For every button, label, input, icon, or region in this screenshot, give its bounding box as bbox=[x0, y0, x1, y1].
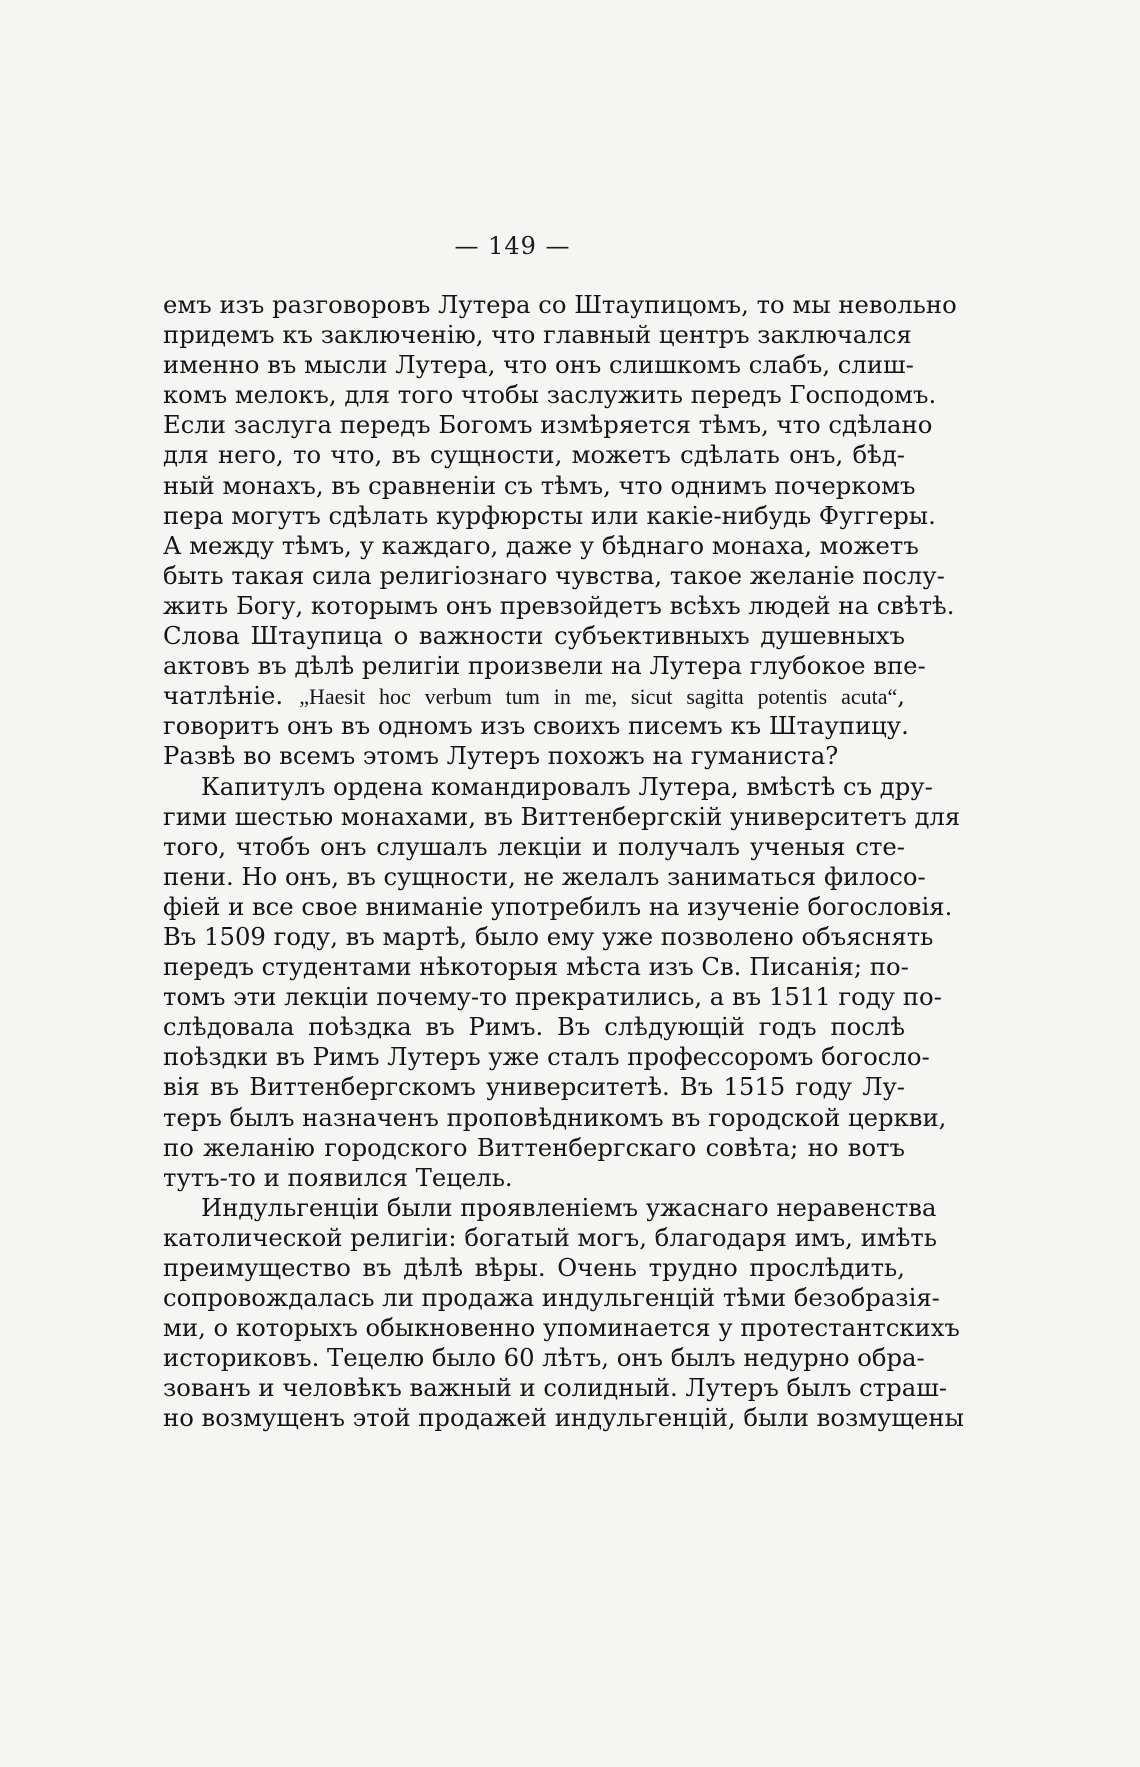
text-line: историковъ. Тецелю было 60 лѣтъ, онъ былъ недурно обра- bbox=[163, 1343, 925, 1373]
text-line: жить Богу, которымъ онъ превзойдетъ всѣхъ людей на свѣтѣ. bbox=[163, 590, 955, 620]
text-line: передъ студентами нѣкоторыя мѣста изъ Св. Писанія; по- bbox=[163, 952, 909, 982]
latin-quote: „Haesit hoc verbum tum in me, sicut sagitta potentis acuta“ bbox=[299, 684, 898, 710]
paragraph-1 bbox=[163, 290, 957, 772]
text-line: но возмущенъ этой продажей индульгенцій, были возмущены bbox=[163, 1403, 964, 1433]
text-line: емъ изъ разговоровъ Лутера со Штаупицомъ, то мы невольно bbox=[163, 290, 957, 319]
text-line: тутъ-то и появился Тецель. bbox=[163, 1162, 513, 1192]
text-line: придемъ къ заключенію, что главный центръ заключался bbox=[163, 320, 912, 350]
text-line: слѣдовала поѣздка въ Римъ. Въ слѣдующій годъ послѣ bbox=[163, 1012, 905, 1042]
text-line: комъ мелокъ, для того чтобы заслужить передъ Господомъ. bbox=[163, 380, 937, 410]
text-line: Если заслуга передъ Богомъ измѣряется тѣмъ, что сдѣлано bbox=[163, 410, 933, 440]
text-line: пера могутъ сдѣлать курфюрсты или какіе-нибудь Фуггеры. bbox=[163, 500, 936, 530]
text-line: сопровождалась ли продажа индульгенцій тѣми безобразія- bbox=[163, 1283, 940, 1313]
latin-line-after: , bbox=[897, 681, 905, 711]
text-line: Развѣ во всемъ этомъ Лутеръ похожъ на гуманиста? bbox=[163, 741, 839, 771]
text-line: Въ 1509 году, въ мартѣ, было ему уже позволено объяснять bbox=[163, 921, 934, 951]
body-text bbox=[163, 290, 964, 1434]
text-line: теръ былъ назначенъ проповѣдникомъ въ городской церкви, bbox=[163, 1102, 947, 1132]
latin-line-before: чатлѣніе. bbox=[163, 681, 300, 711]
text-line: томъ эти лекціи почему-то прекратились, а въ 1511 году по- bbox=[163, 982, 942, 1012]
page-number: — 149 — bbox=[454, 232, 571, 260]
text-line: гими шестью монахами, въ Виттенбергскій университетъ для bbox=[163, 801, 961, 831]
text-line: говоритъ онъ въ одномъ изъ своихъ писемъ къ Штаупицу. bbox=[163, 711, 909, 741]
text-line: ми, о которыхъ обыкновенно упоминается у протестантскихъ bbox=[163, 1313, 960, 1343]
text-line: Слова Штаупица о важности субъективныхъ душевныхъ bbox=[163, 621, 905, 651]
text-line: для него, то что, въ сущности, можетъ сдѣлать онъ, бѣд- bbox=[163, 440, 905, 470]
text-line: католической религіи: богатый могъ, благодаря имъ, имѣть bbox=[163, 1222, 938, 1252]
text-line: того, чтобъ онъ слушалъ лекціи и получалъ ученыя сте- bbox=[163, 831, 905, 861]
paragraph-2 bbox=[163, 771, 961, 1193]
latin-quote-line bbox=[163, 681, 905, 711]
text-line: Индульгенціи были проявленіемъ ужаснаго неравенства bbox=[201, 1192, 937, 1222]
text-line: пени. Но онъ, въ сущности, не желалъ заниматься филосо- bbox=[163, 861, 926, 891]
text-line: А между тѣмъ, у каждаго, даже у бѣднаго монаха, можетъ bbox=[163, 530, 919, 560]
text-line: зованъ и человѣкъ важный и солидный. Лутеръ былъ страш- bbox=[163, 1373, 948, 1403]
text-line: по желанію городского Виттенбергскаго совѣта; но вотъ bbox=[163, 1132, 905, 1162]
text-line: вія въ Виттенбергскомъ университетѣ. Въ 1515 году Лу- bbox=[163, 1072, 905, 1102]
text-line: фіей и все свое вниманіе употребилъ на изученіе богословія. bbox=[163, 891, 953, 921]
text-line: поѣздки въ Римъ Лутеръ уже сталъ профессоромъ богосло- bbox=[163, 1042, 930, 1072]
text-line: преимущество въ дѣлѣ вѣры. Очень трудно прослѣдить, bbox=[163, 1253, 905, 1282]
text-line: Капитулъ ордена командировалъ Лутера, вмѣстѣ съ дру- bbox=[201, 771, 933, 801]
text-line: актовъ въ дѣлѣ религіи произвели на Лутера глубокое впе- bbox=[163, 651, 926, 681]
text-line: именно въ мысли Лутера, что онъ слишкомъ слабъ, слиш- bbox=[163, 350, 914, 380]
text-line: быть такая сила религіознаго чувства, такое желаніе послу- bbox=[163, 560, 945, 590]
text-line: ный монахъ, въ сравненіи съ тѣмъ, что однимъ почеркомъ bbox=[163, 470, 916, 500]
paragraph-3 bbox=[163, 1192, 964, 1434]
